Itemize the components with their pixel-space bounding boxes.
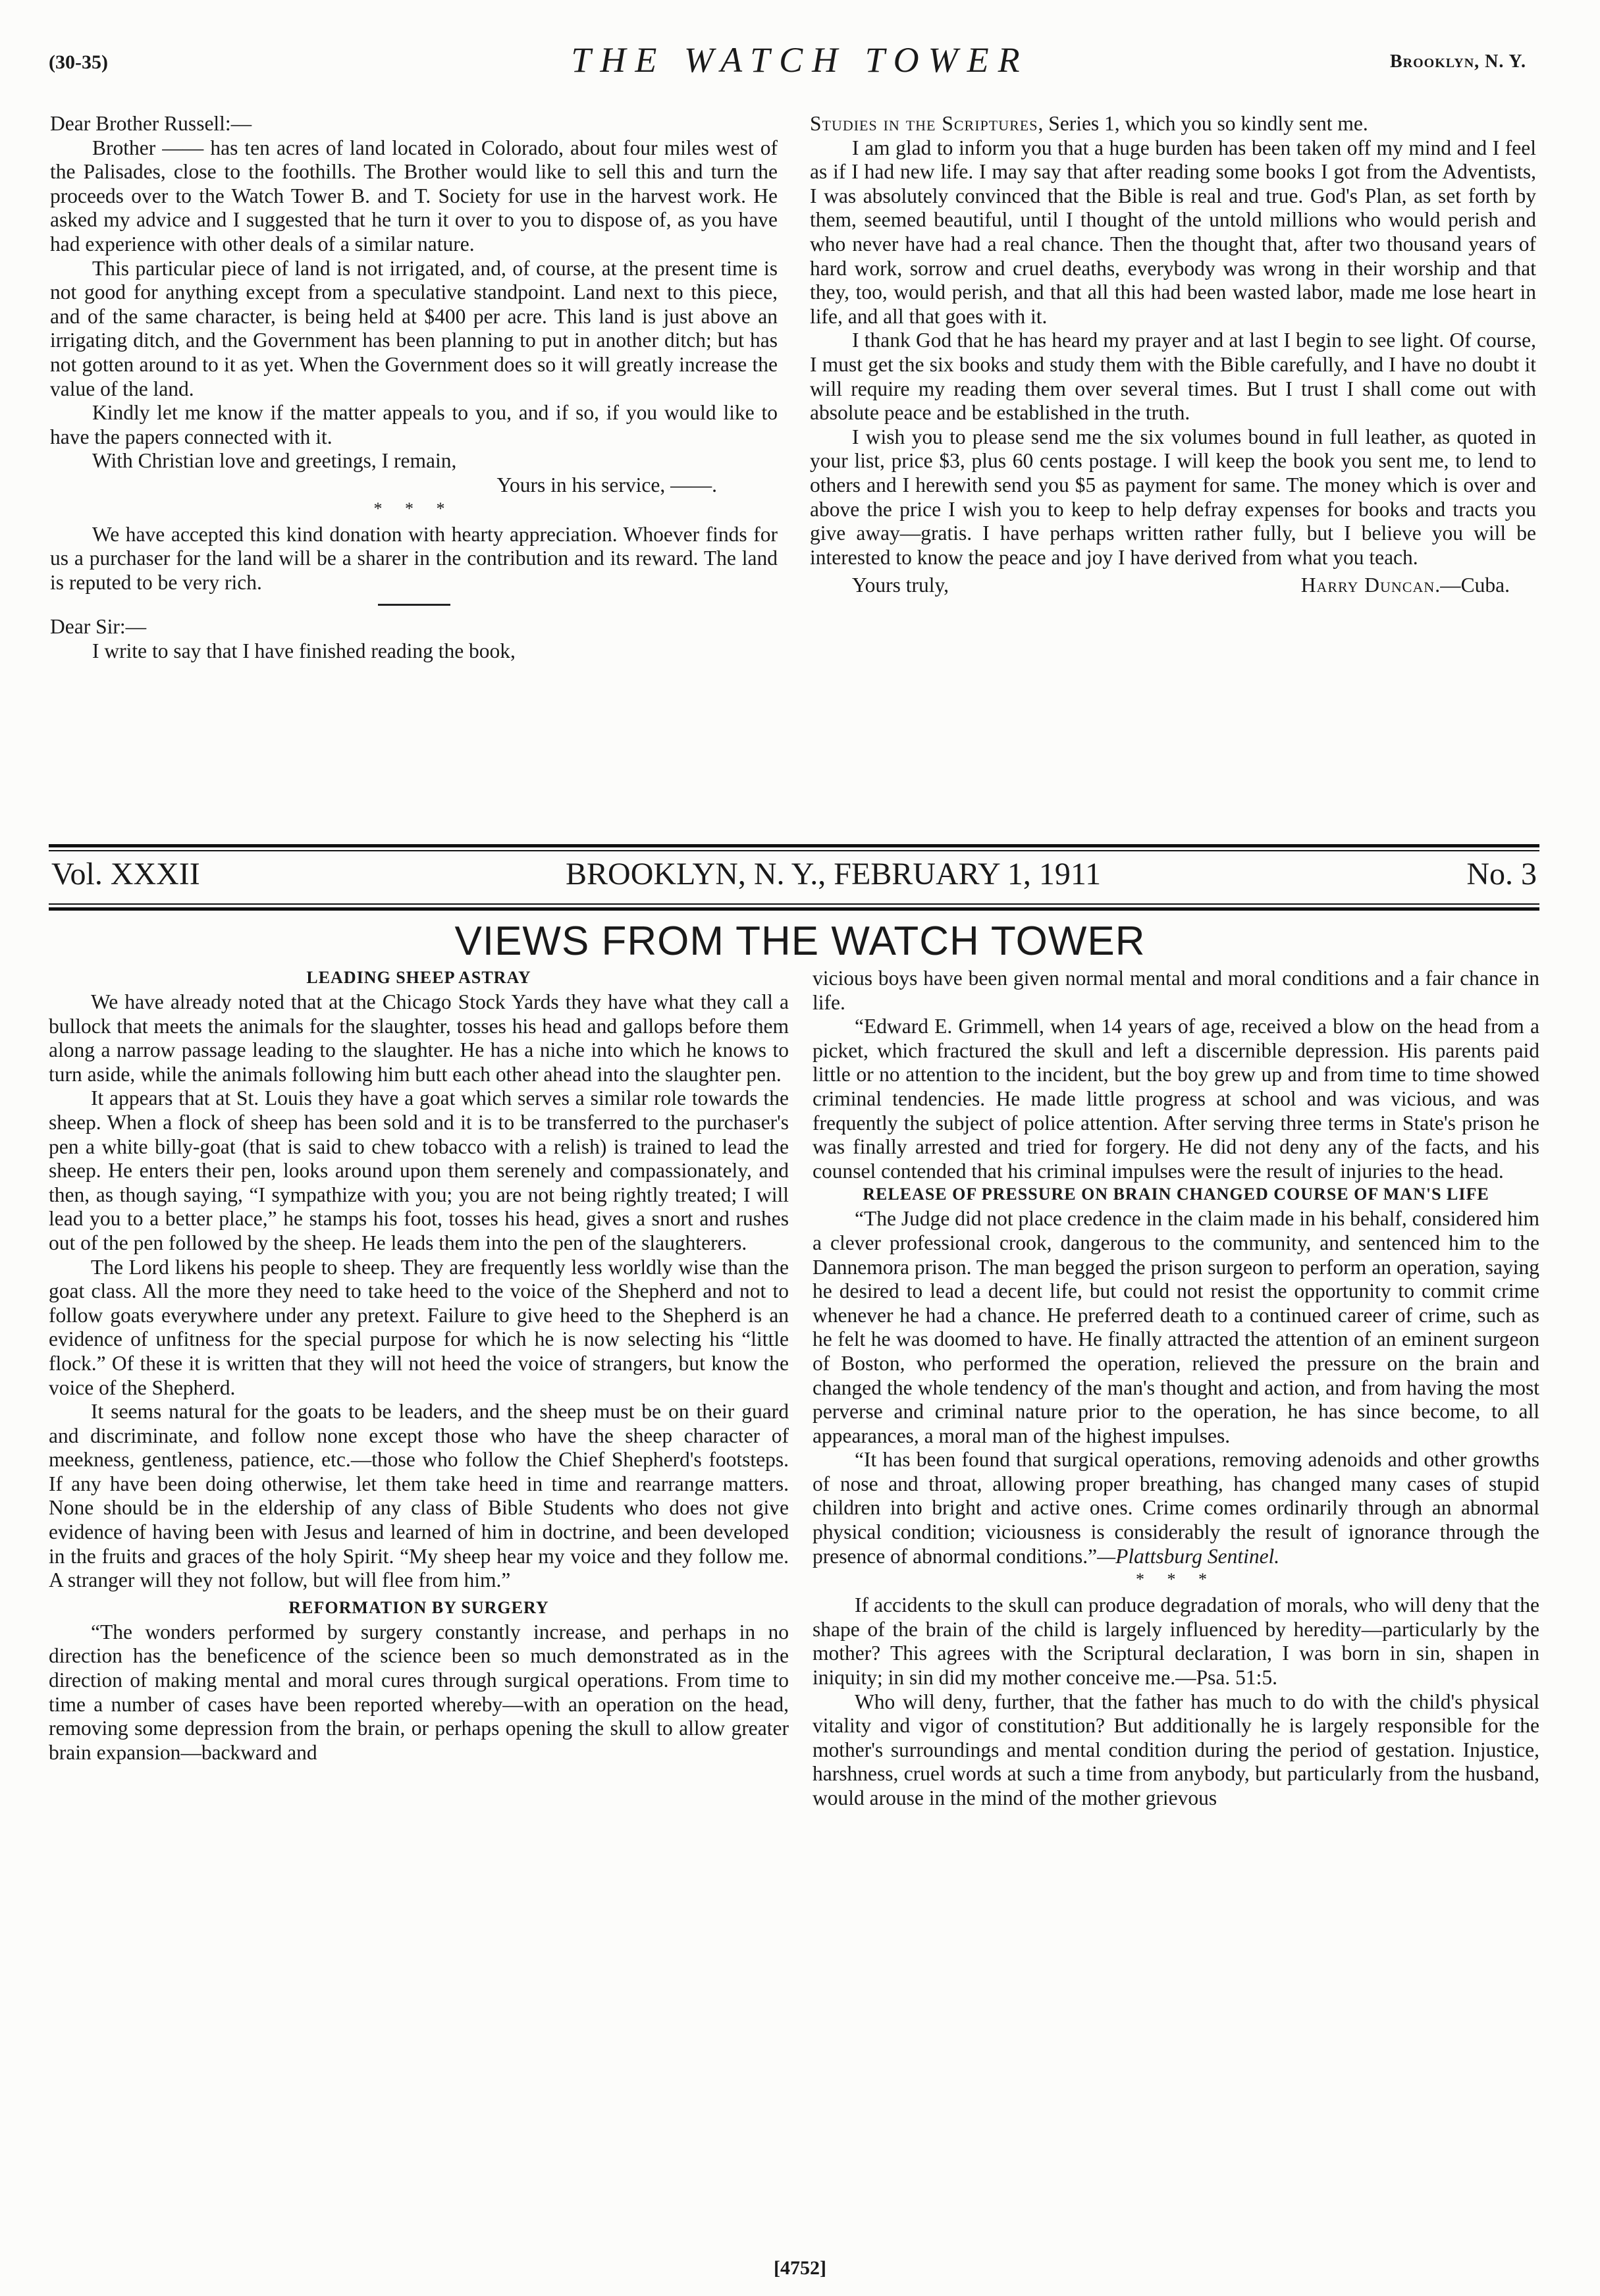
running-place: Brooklyn, N. Y. (1389, 51, 1526, 72)
letter-two-continuation-text: , Series 1, which you so kindly sent me. (1038, 112, 1368, 135)
running-title: THE WATCH TOWER (571, 40, 1029, 80)
letter-one-paragraph: Brother —— has ten acres of land located in Colorado, about four miles west of the Palisades, close to the foothills. The Brother would like to sell this and turn the proceeds over to the Watch Tower B. and T. Society for use in the harvest work. He asked my advice and I suggested that he turn it over to you to dispose of, as you have had experience with other deals of a similar nature. (50, 136, 778, 255)
signature-name: Harry Duncan (1300, 574, 1435, 597)
letter-two-opening: I write to say that I have finished reading the book, (92, 639, 516, 662)
editor-response: We have accepted this kind donation with hearty appreciation. Whoever finds for us a purchaser for the land will be a sharer in the contribution and its reward. The land is reputed to be very rich. (50, 522, 778, 594)
letter-two-continuation (810, 112, 1536, 136)
masthead-rule-top-thin (49, 850, 1539, 851)
article-quote (813, 1448, 1539, 1568)
masthead-rule-bottom (49, 903, 1539, 905)
article-heading: LEADING SHEEP ASTRAY (306, 968, 531, 987)
letter-two-signature (1301, 574, 1536, 598)
letter-two-paragraph: I thank God that he has heard my prayer and at last I begin to see light. Of course, I must get the six books and study them with the Bible carefully, and I have no doubt it will require my reading them over several times. But I trust I shall come out with absolute peace and be established in the truth. (810, 329, 1536, 425)
letter-two-column (810, 112, 1536, 598)
section-stars: * * * (1136, 1570, 1216, 1589)
letter-two-paragraph: I am glad to inform you that a huge burden has been taken off my mind and I feel as if I had new life. I may say that after reading some books I got from the Adventists, I was absolutely convinced that the Bible is real and true. God's Plan, as set forth by them, seemed beautiful, until I thought of the untold millions who would perish and who never have had a real chance. Then the thought that, after two thousand years of hard work, sorrow and cruel deaths, everybody was wrong in their worship and that they, too, would perish, and that all this had been wasted labor, made me lose heart in life, and all that goes with it. (810, 136, 1536, 328)
letter-one-column (50, 112, 778, 663)
article-paragraph: “The Judge did not place credence in the claim made in his behalf, considered him a clever professional crook, dangerous to the community, and sentenced him to the Dannemora prison. The man begged the prison surgeon to perform an operation, saying he desired to lead a decent life, but could not resist the opportunity to commit crime whenever he had a chance. He preferred death to a continued career of crime, such as he felt he was doomed to have. He finally attracted the attention of an eminent surgeon of Boston, who performed the operation, relieved the pressure on the brain and changed the whole tendency of the man's thought and action, and from having the most perverse and criminal nature prior to the operation, he has since become, to all appearances, a moral man of the highest impulses. (813, 1207, 1539, 1447)
volume-number: Vol. XXXII (51, 857, 200, 892)
article-paragraph: Who will deny, further, that the father has much to do with the child's physical vitality and vigor of constitution? But additionally he is largely responsible for the mother's surroundings and mental condition during the period of gestation. Injustice, harshness, cruel words at such a time from anybody, but particularly from the husband, would arouse in the mind of the mother grievous (813, 1690, 1539, 1809)
article-paragraph: If accidents to the skull can produce degradation of morals, who will deny that the shape of the brain of the child is largely influenced by heredity—particularly by the mother? This agrees with the Scriptural declaration, I was born in sin, shapen in iniquity; in sin did my mother conceive me.—Psa. 51:5. (813, 1593, 1539, 1690)
page-number: [4752] (774, 2257, 826, 2279)
book-title: Studies in the Scriptures (810, 112, 1038, 135)
article-paragraph: “The wonders performed by surgery constantly increase, and perhaps in no direction has the beneficence of the science been so much demonstrated as in the direction of making mental and moral cures through surgical operations. From time to time a number of cases have been reported whereby—with an operation on the head, removing some depression from the brain, or perhaps opening the skull to allow greater brain expansion—backward and (49, 1620, 789, 1764)
letter-one-closing: Yours in his service, ——. (496, 473, 717, 496)
article-heading: RELEASE OF PRESSURE ON BRAIN CHANGED COURSE OF MAN'S LIFE (863, 1185, 1489, 1204)
article-paragraph: We have already noted that at the Chicago Stock Yards they have what they call a bullock that meets the animals for the slaughter, tosses his head and gallops before them along a narrow passage leading to the slaughter. He has a niche into which he knows to turn aside, while the animals following him butt each other ahead into the slaughter pen. (49, 990, 789, 1086)
letter-one-paragraph: This particular piece of land is not irrigated, and, of course, at the present time is not good for anything except from a speculative standpoint. Land next to this piece, and of the same character, is being held at $400 per acre. This land is just above an irrigating ditch, and the Government has been planning to put in another ditch; but has not gotten around to it as yet. When the Government does so it will greatly increase the value of the land. (50, 256, 778, 400)
article-paragraph: “Edward E. Grimmell, when 14 years of age, received a blow on the head from a picket, which fractured the skull and left a discernible depression. His parents paid little or no attention to the incident, but the boy grew up and from time to time showed criminal tendencies. He made little progress at school and was vicious, and was frequently the subject of police attention. After serving three terms in State's prison he was finally arrested and tried for forgery. He did not deny any of the facts, and his counsel contended that his criminal impulses were the result of injuries to the head. (813, 1015, 1539, 1183)
letter-two-closing: Yours truly, (852, 574, 949, 597)
letter-two-signoff (810, 574, 1536, 598)
signature-place: .—Cuba. (1435, 574, 1510, 597)
article-paragraph: It appears that at St. Louis they have a goat which serves a similar role towards the sheep. When a flock of sheep has been sold and it is to be transferred to the purchaser's pen a white billy-goat (that is said to chew tobacco with a relish) is trained to lead the sheep. He enters their pen, looks around upon them serenely and compassionately, and then, as though saying, “I sympathize with you; you are not being rightly treated; I will lead you to a better place,” he stamps his foot, tosses his head, gives a snort and rushes out of the pen followed by the sheep. He leads them into the pen of the slaughterers. (49, 1086, 789, 1254)
section-title: VIEWS FROM THE WATCH TOWER (454, 919, 1146, 964)
article-paragraph: vicious boys have been given normal mental and moral conditions and a fair chance in life. (813, 967, 1539, 1014)
section-stars: * * * (373, 498, 454, 518)
letter-two-paragraph: I wish you to please send me the six volumes bound in full leather, as quoted in your list, price $3, plus 60 cents postage. I will keep the book you sent me, to lend to others and I herewith send you $5 as payment for same. The money which is over and above the price I wish you to keep to help defray expenses for books and tracts you give away—gratis. I have perhaps written rather fully, but I believe you will be interested to know the peace and joy I have derived from what you teach. (810, 425, 1536, 569)
quote-source: —Plattsburg Sentinel. (1097, 1544, 1280, 1568)
masthead-rule-top (49, 844, 1539, 847)
masthead-place-date: BROOKLYN, N. Y., FEBRUARY 1, 1911 (566, 857, 1102, 892)
letter-one-paragraph: With Christian love and greetings, I remain, (92, 449, 457, 473)
article-paragraph: The Lord likens his people to sheep. They are frequently less worldly wise than the goat class. All the more they need to take heed to the voice of the Shepherd and not to follow goats everywhere under any pretext. Failure to give heed to the Shepherd is an evidence of unfitness for the special purpose for which he is now selecting his “little flock.” Of these it is written that they will not heed the voice of strangers, but know the voice of the Shepherd. (49, 1255, 789, 1399)
short-divider (378, 604, 450, 606)
letter-one-salutation: Dear Brother Russell:— (50, 112, 252, 135)
page-reference: (30-35) (49, 51, 108, 73)
article-left-column (49, 967, 789, 1765)
issue-number: No. 3 (1466, 857, 1537, 892)
masthead-rule-bottom-thick (49, 907, 1539, 911)
article-heading: REFORMATION BY SURGERY (288, 1597, 549, 1617)
article-quote-text: “It has been found that surgical operations, removing adenoids and other growths of nose and throat, allowing proper breathing, has changed many cases of stupid children into bright and active ones. Crime comes ordinarily through an abnormal physical condition; viciousness is considerably the result of ignorance through the presence of abnormal conditions.” (813, 1448, 1539, 1568)
article-right-column (813, 967, 1539, 1811)
article-paragraph: It seems natural for the goats to be leaders, and the sheep must be on their guard and discriminate, and follow none except those who have the sheep character of meekness, gentleness, patience, etc.—those who follow the Chief Shepherd's footsteps. If any have been doing otherwise, let them take heed in time and rearrange matters. None should be in the eldership of any class of Bible Students who does not give evidence of having been with Jesus and learned of him in doctrine, and been developed in the fruits and graces of the holy Spirit. “My sheep hear my voice and they follow me. A stranger will they not follow, but will flee from him.” (49, 1400, 789, 1592)
letter-one-paragraph: Kindly let me know if the matter appeals to you, and if so, if you would like to have the papers connected with it. (50, 401, 778, 448)
masthead (49, 856, 1539, 893)
letter-two-salutation: Dear Sir:— (50, 615, 147, 639)
